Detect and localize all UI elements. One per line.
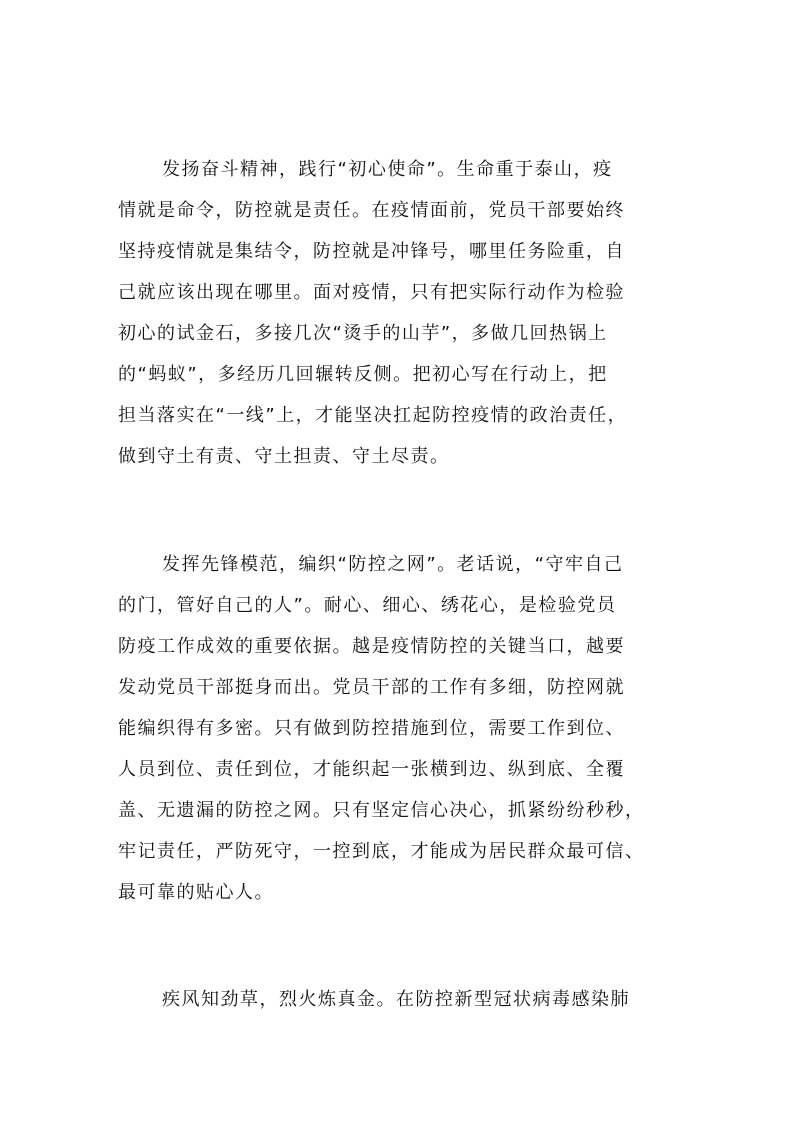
paragraph-line: 的门，管好自己的人”。耐心、细心、绣花心，是检验党员 — [118, 595, 617, 616]
paragraph-line: 发扬奋斗精神，践行“初心使命”。生命重于泰山，疫 — [162, 159, 613, 180]
paragraph-line: 初心的试金石，多接几次“烫手的山芋”，多做几回热锅上 — [118, 323, 608, 344]
paragraph-line: 的“蚂蚁”，多经历几回辗转反侧。把初心写在行动上，把 — [118, 364, 608, 385]
paragraph-line: 盖、无遗漏的防控之网。只有坚定信心决心，抓紧纷纷秒秒， — [118, 800, 645, 821]
paragraph-line: 己就应该出现在哪里。面对疫情，只有把实际行动作为检验 — [118, 282, 625, 303]
paragraph-line: 发挥先锋模范，编织“防控之网”。老话说，“守牢自己 — [162, 554, 624, 575]
paragraph-line: 发动党员干部挺身而出。党员干部的工作有多细，防控网就 — [118, 677, 625, 698]
paragraph-line: 能编织得有多密。只有做到防控措施到位，需要工作到位、 — [118, 718, 625, 739]
paragraph-line: 坚持疫情就是集结令，防控就是冲锋号，哪里任务险重，自 — [118, 241, 625, 262]
paragraph-line: 疾风知劲草，烈火炼真金。在防控新型冠状病毒感染肺 — [162, 989, 630, 1010]
paragraph-line: 最可靠的贴心人。 — [118, 882, 274, 903]
paragraph-line: 做到守土有责、守土担责、守土尽责。 — [118, 446, 450, 467]
paragraph-line: 担当落实在“一线”上，才能坚决扛起防控疫情的政治责任， — [118, 405, 628, 426]
paragraph-line: 防疫工作成效的重要依据。越是疫情防控的关键当口，越要 — [118, 636, 625, 657]
paragraph-line: 人员到位、责任到位，才能织起一张横到边、纵到底、全覆 — [118, 759, 625, 780]
paragraph-line: 情就是命令，防控就是责任。在疫情面前，党员干部要始终 — [118, 200, 625, 221]
paragraph-line: 牢记责任，严防死守，一控到底，才能成为居民群众最可信、 — [118, 841, 645, 862]
